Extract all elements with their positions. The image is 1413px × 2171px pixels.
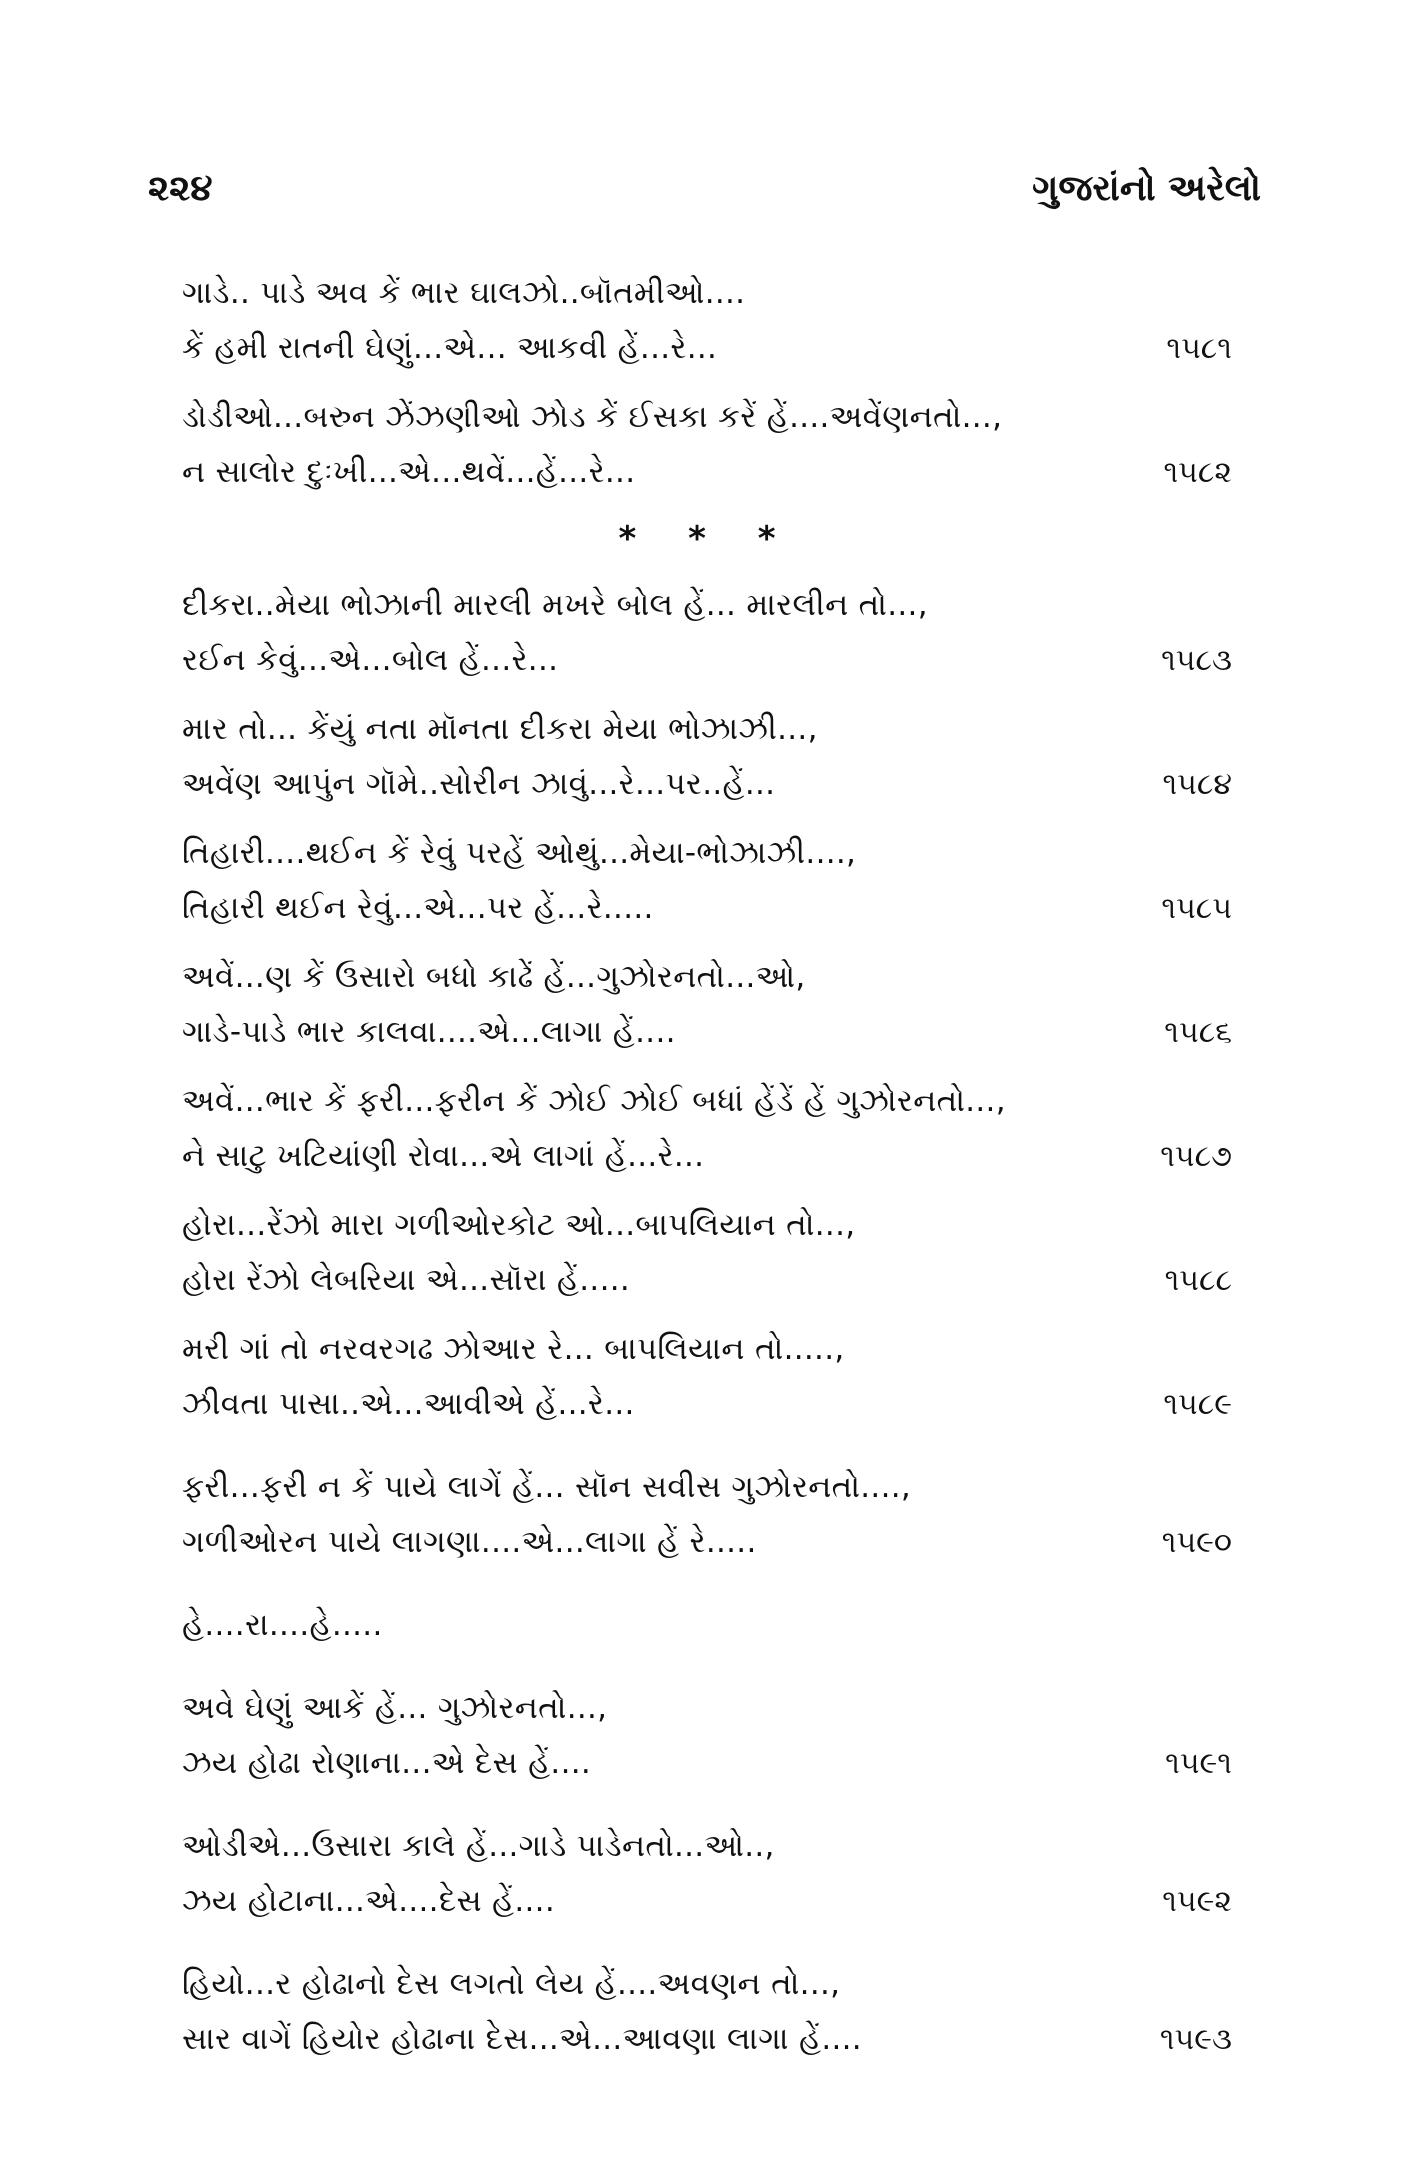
verse-gap [182, 1432, 1232, 1460]
verse-block [182, 266, 1232, 376]
verse-block [182, 390, 1232, 500]
verse-line [182, 1515, 1232, 1570]
verse-line-text: કેં હમી રાતની ઘેણું...એ... આકવી હેં...રે... [182, 330, 718, 366]
verse-block [182, 1198, 1232, 1308]
running-title: ગુજરાંનો અરેલો [1032, 168, 1261, 209]
verse-line-text: હોરા રેંઝો લેબરિયા એ...સૉરા હેં..... [182, 1262, 631, 1298]
verse-line-text: ડોડીઓ...બરુન ઝેંઝણીઓ ઝોડ કેં ઈસકા કરેં હેં....અવેંણનતો..., [182, 399, 1003, 435]
verse-line [182, 1598, 1232, 1653]
verse-number: ૧૫૯૧ [1165, 1746, 1232, 1781]
verse-line [182, 1129, 1232, 1184]
verse-block [182, 578, 1232, 688]
verse-gap [182, 1184, 1232, 1198]
verse-line [182, 266, 1232, 321]
verse-number: ૧૫૮૨ [1163, 455, 1232, 490]
page-header [148, 168, 1261, 228]
verse-gap [182, 1791, 1232, 1819]
verse-gap [182, 1060, 1232, 1074]
verse-line [182, 633, 1232, 688]
verse-line [182, 1736, 1232, 1791]
verse-line-text: ઝય હોટાના...એ....દેસ હેં.... [182, 1883, 555, 1919]
verse-line [182, 1681, 1232, 1736]
verse-line-text: દીકરા..મેયા ભોઝાની મારલી મખરે બોલ હેં... મારલીન તો..., [182, 587, 928, 623]
verse-line-text: માર તો... કેંયું નતા મૉનતા દીકરા મેયા ભોઝાઝી..., [182, 711, 818, 747]
verse-line [182, 950, 1232, 1005]
verse-line [182, 702, 1232, 757]
verse-line-text: ન સાલોર દુઃખી...એ...થવેં...હેં...રે... [182, 454, 636, 490]
verse-number: ૧૫૮૩ [1161, 643, 1232, 678]
verse-line [182, 321, 1232, 376]
verse-gap [182, 1653, 1232, 1681]
verse-block [182, 1819, 1232, 1929]
verse-number: ૧૫૮૭ [1160, 1139, 1232, 1174]
verse-line [182, 1819, 1232, 1874]
verse-number: ૧૫૯૦ [1161, 1525, 1232, 1560]
verse-gap [182, 1570, 1232, 1598]
verse-line-text: ગાડે-પાડે ભાર કાલવા....એ...લાગા હેં.... [182, 1014, 676, 1050]
verse-line [182, 881, 1232, 936]
verse-gap [182, 812, 1232, 826]
verse-line-text: સાર વાગેં હિયોર હોઢાના દેસ...એ...આવણા લાગા હેં.... [182, 2021, 862, 2057]
verse-line-text: હિયો...ર હોઢાનો દેસ લગતો લેય હેં....અવણન તો..., [182, 1966, 841, 2002]
verse-line-text: અવેં...ણ કેં ઉસારો બધો કાઢેં હેં...ગુઝોરનતો...ઓ, [182, 959, 806, 995]
verse-line-text: અવેંણ આપુંન ગૉમે..સોરીન ઝાવું...રે...પર..હેં... [182, 766, 776, 802]
verse-block [182, 1681, 1232, 1791]
verse-number: ૧૫૮૬ [1164, 1015, 1232, 1050]
verse-line-text: ફરી...ફરી ન કેં પાયે લાગેં હેં... સૉન સવીસ ગુઝોરનતો...., [182, 1469, 912, 1505]
verse-number: ૧૫૯૩ [1159, 2022, 1232, 2057]
verse-gap [182, 936, 1232, 950]
verse-line-text: ઝીવતા પાસા..એ...આવીએ હેં...રે... [182, 1386, 635, 1422]
verse-block [182, 1957, 1232, 2067]
verse-line [182, 1074, 1232, 1129]
verse-block [182, 1598, 1232, 1653]
verse-line [182, 1377, 1232, 1432]
verse-gap [182, 500, 1232, 514]
verse-number: ૧૫૯૨ [1162, 1884, 1232, 1919]
verse-line-text: ને સાટુ ખટિયાંણી રોવા...એ લાગાં હેં...રે... [182, 1138, 705, 1174]
verse-line-text: હે....રા....હે..... [182, 1607, 383, 1643]
verse-line [182, 390, 1232, 445]
verse-number: ૧૫૮૮ [1164, 1263, 1232, 1298]
verse-line [182, 1957, 1232, 2012]
verse-line [182, 578, 1232, 633]
verse-line-text: અવેં...ભાર કેં ફરી...ફરીન કેં ઝોઈ ઝોઈ બધાં હેંડેં હેં ગુઝોરનતો..., [182, 1083, 1006, 1119]
verse-line-text: ઝય હોઢા રોણાના...એ દેસ હેં.... [182, 1745, 592, 1781]
verse-line [182, 1005, 1232, 1060]
verse-gap [182, 688, 1232, 702]
verse-gap [182, 1929, 1232, 1957]
verse-block [182, 1460, 1232, 1570]
verse-line-text: મરી ગાં તો નરવરગઢ ઝોઆર રે... બાપલિયાન તો....., [182, 1331, 845, 1367]
verse-block [182, 950, 1232, 1060]
verse-gap [182, 564, 1232, 578]
verse-number: ૧૫૮૯ [1163, 1387, 1232, 1422]
verse-gap [182, 1308, 1232, 1322]
verse-content [182, 266, 1232, 2067]
verse-line [182, 1198, 1232, 1253]
verse-gap [182, 376, 1232, 390]
verse-line-text: તિહારી....થઈન કેં રેવું પરહેં ઓથું...મેયા-ભોઝાઝી...., [182, 835, 857, 871]
verse-number: ૧૫૮૫ [1161, 891, 1232, 926]
verse-line [182, 1874, 1232, 1929]
verse-line [182, 2012, 1232, 2067]
verse-line-text: રઈન કેવું...એ...બોલ હેં...રે... [182, 642, 559, 678]
verse-line-text: અવે ઘેણું આકેં હેં... ગુઝોરનતો..., [182, 1690, 608, 1726]
page-number: ૨૨૪ [148, 168, 213, 209]
verse-line [182, 445, 1232, 500]
verse-line-text: ગળીઓરન પાયે લાગણા....એ...લાગા હેં રે..... [182, 1524, 757, 1560]
verse-block [182, 1074, 1232, 1184]
verse-line [182, 1460, 1232, 1515]
verse-block [182, 826, 1232, 936]
verse-line-text: ગાડે.. પાડે અવ કેં ભાર ઘાલઝો..બૉતમીઓ.... [182, 275, 746, 311]
verse-block [182, 702, 1232, 812]
verse-line [182, 1322, 1232, 1377]
verse-line [182, 757, 1232, 812]
verse-line-text: હોરા...રેંઝો મારા ગળીઓરકોટ ઓ...બાપલિયાન તો..., [182, 1207, 856, 1243]
verse-line-text: ઓડીએ...ઉસારા કાલે હેં...ગાડે પાડેનતો...ઓ.., [182, 1828, 775, 1864]
section-separator: * * * [618, 519, 796, 559]
verse-number: ૧૫૮૪ [1162, 767, 1232, 802]
verse-line-text: તિહારી થઈન રેવું...એ...પર હેં...રે..... [182, 890, 654, 926]
verse-line [182, 1253, 1232, 1308]
verse-block [182, 1322, 1232, 1432]
verse-number: ૧૫૮૧ [1166, 331, 1232, 366]
verse-line [182, 826, 1232, 881]
